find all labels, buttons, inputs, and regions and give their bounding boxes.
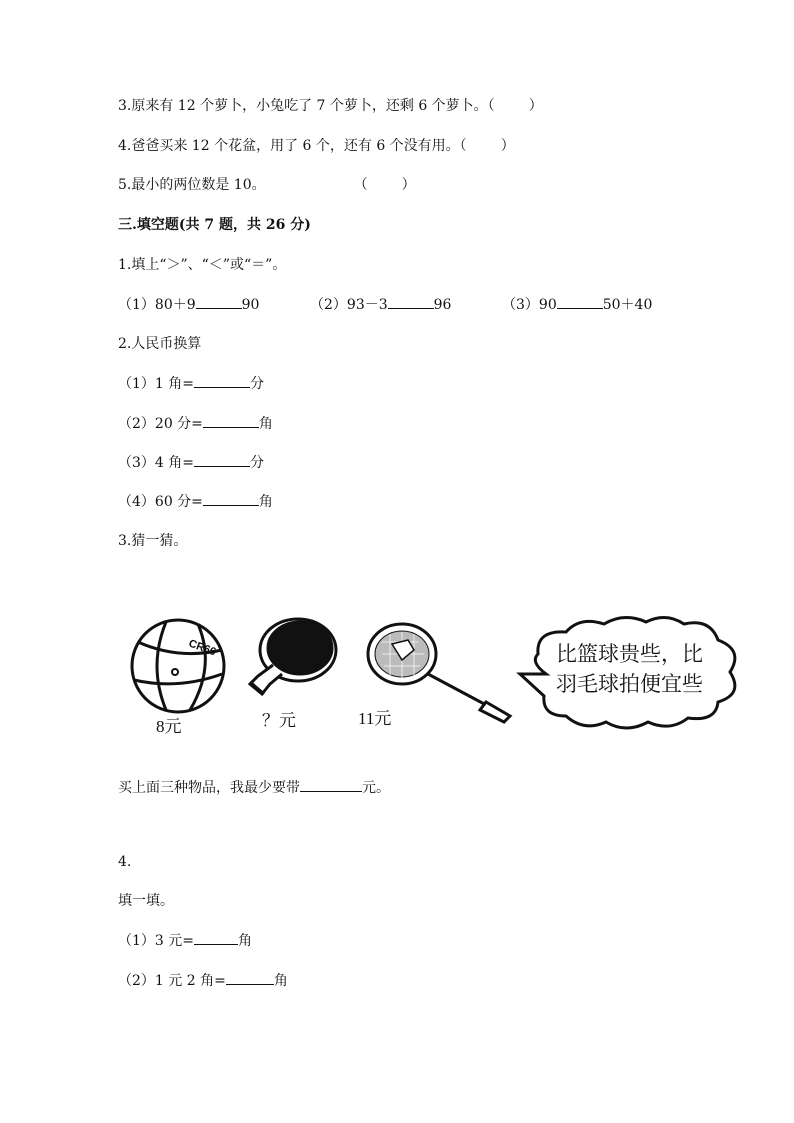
badminton-price: 11元 — [358, 709, 392, 728]
conversion-item-1: （1）1 角= 分 — [118, 373, 264, 394]
answer-blank[interactable] — [388, 294, 434, 309]
conversion-item-2: （2）20 分= 角 — [118, 413, 273, 434]
fill4-item-1: （1）3 元= 角 — [118, 930, 252, 951]
fill-question-3-prompt: 3.猜一猜。 — [118, 533, 188, 549]
conversion-item-3: （3）4 角= 分 — [118, 452, 264, 473]
fill4-item-2: （2）1 元 2 角= 角 — [118, 970, 288, 991]
answer-blank[interactable] — [194, 452, 250, 467]
basketball-icon — [132, 620, 224, 712]
answer-blank[interactable] — [196, 294, 242, 309]
compare-item-1: （1）80＋9 90 — [118, 294, 259, 315]
svg-text:CR66: CR66 — [186, 637, 218, 659]
compare-item-2: （2）93－3 96 — [310, 294, 451, 315]
conversion-item-4: （4）60 分= 角 — [118, 491, 273, 512]
judge-question-5: 5.最小的两位数是 10。 （ ） — [118, 177, 416, 193]
answer-blank[interactable] — [557, 294, 603, 309]
fill-question-4-prompt: 填一填。 — [118, 893, 174, 909]
answer-blank[interactable] — [194, 930, 238, 945]
pingpong-paddle-icon — [250, 619, 336, 694]
answer-blank[interactable] — [226, 970, 274, 985]
fill-question-2-prompt: 2.人民币换算 — [118, 336, 202, 352]
fill-question-3-ask: 买上面三种物品，我最少要带 元。 — [118, 777, 390, 798]
bubble-line-2: 羽毛球拍便宜些 — [556, 673, 703, 696]
bubble-line-1: 比篮球贵些，比 — [556, 643, 703, 666]
pingpong-price: ？元 — [262, 711, 296, 730]
answer-blank[interactable] — [203, 491, 259, 506]
compare-item-3: （3）90 50＋40 — [502, 294, 652, 315]
judge-question-3: 3.原来有 12 个萝卜，小兔吃了 7 个萝卜，还剩 6 个萝卜。（ ） — [118, 98, 543, 114]
section-title: 三.填空题(共 7 题，共 26 分) — [118, 217, 311, 233]
fill-question-1-prompt: 1.填上“＞”、“＜”或“＝”。 — [118, 257, 287, 273]
guess-price-illustration — [118, 610, 748, 740]
answer-blank[interactable] — [194, 373, 250, 388]
judge-question-4: 4.爸爸买来 12 个花盆，用了 6 个，还有 6 个没有用。（ ） — [118, 138, 515, 154]
basketball-price: 8元 — [156, 717, 182, 736]
fill-question-4-number: 4. — [118, 854, 132, 870]
answer-blank[interactable] — [203, 413, 259, 428]
answer-blank[interactable] — [300, 777, 362, 792]
